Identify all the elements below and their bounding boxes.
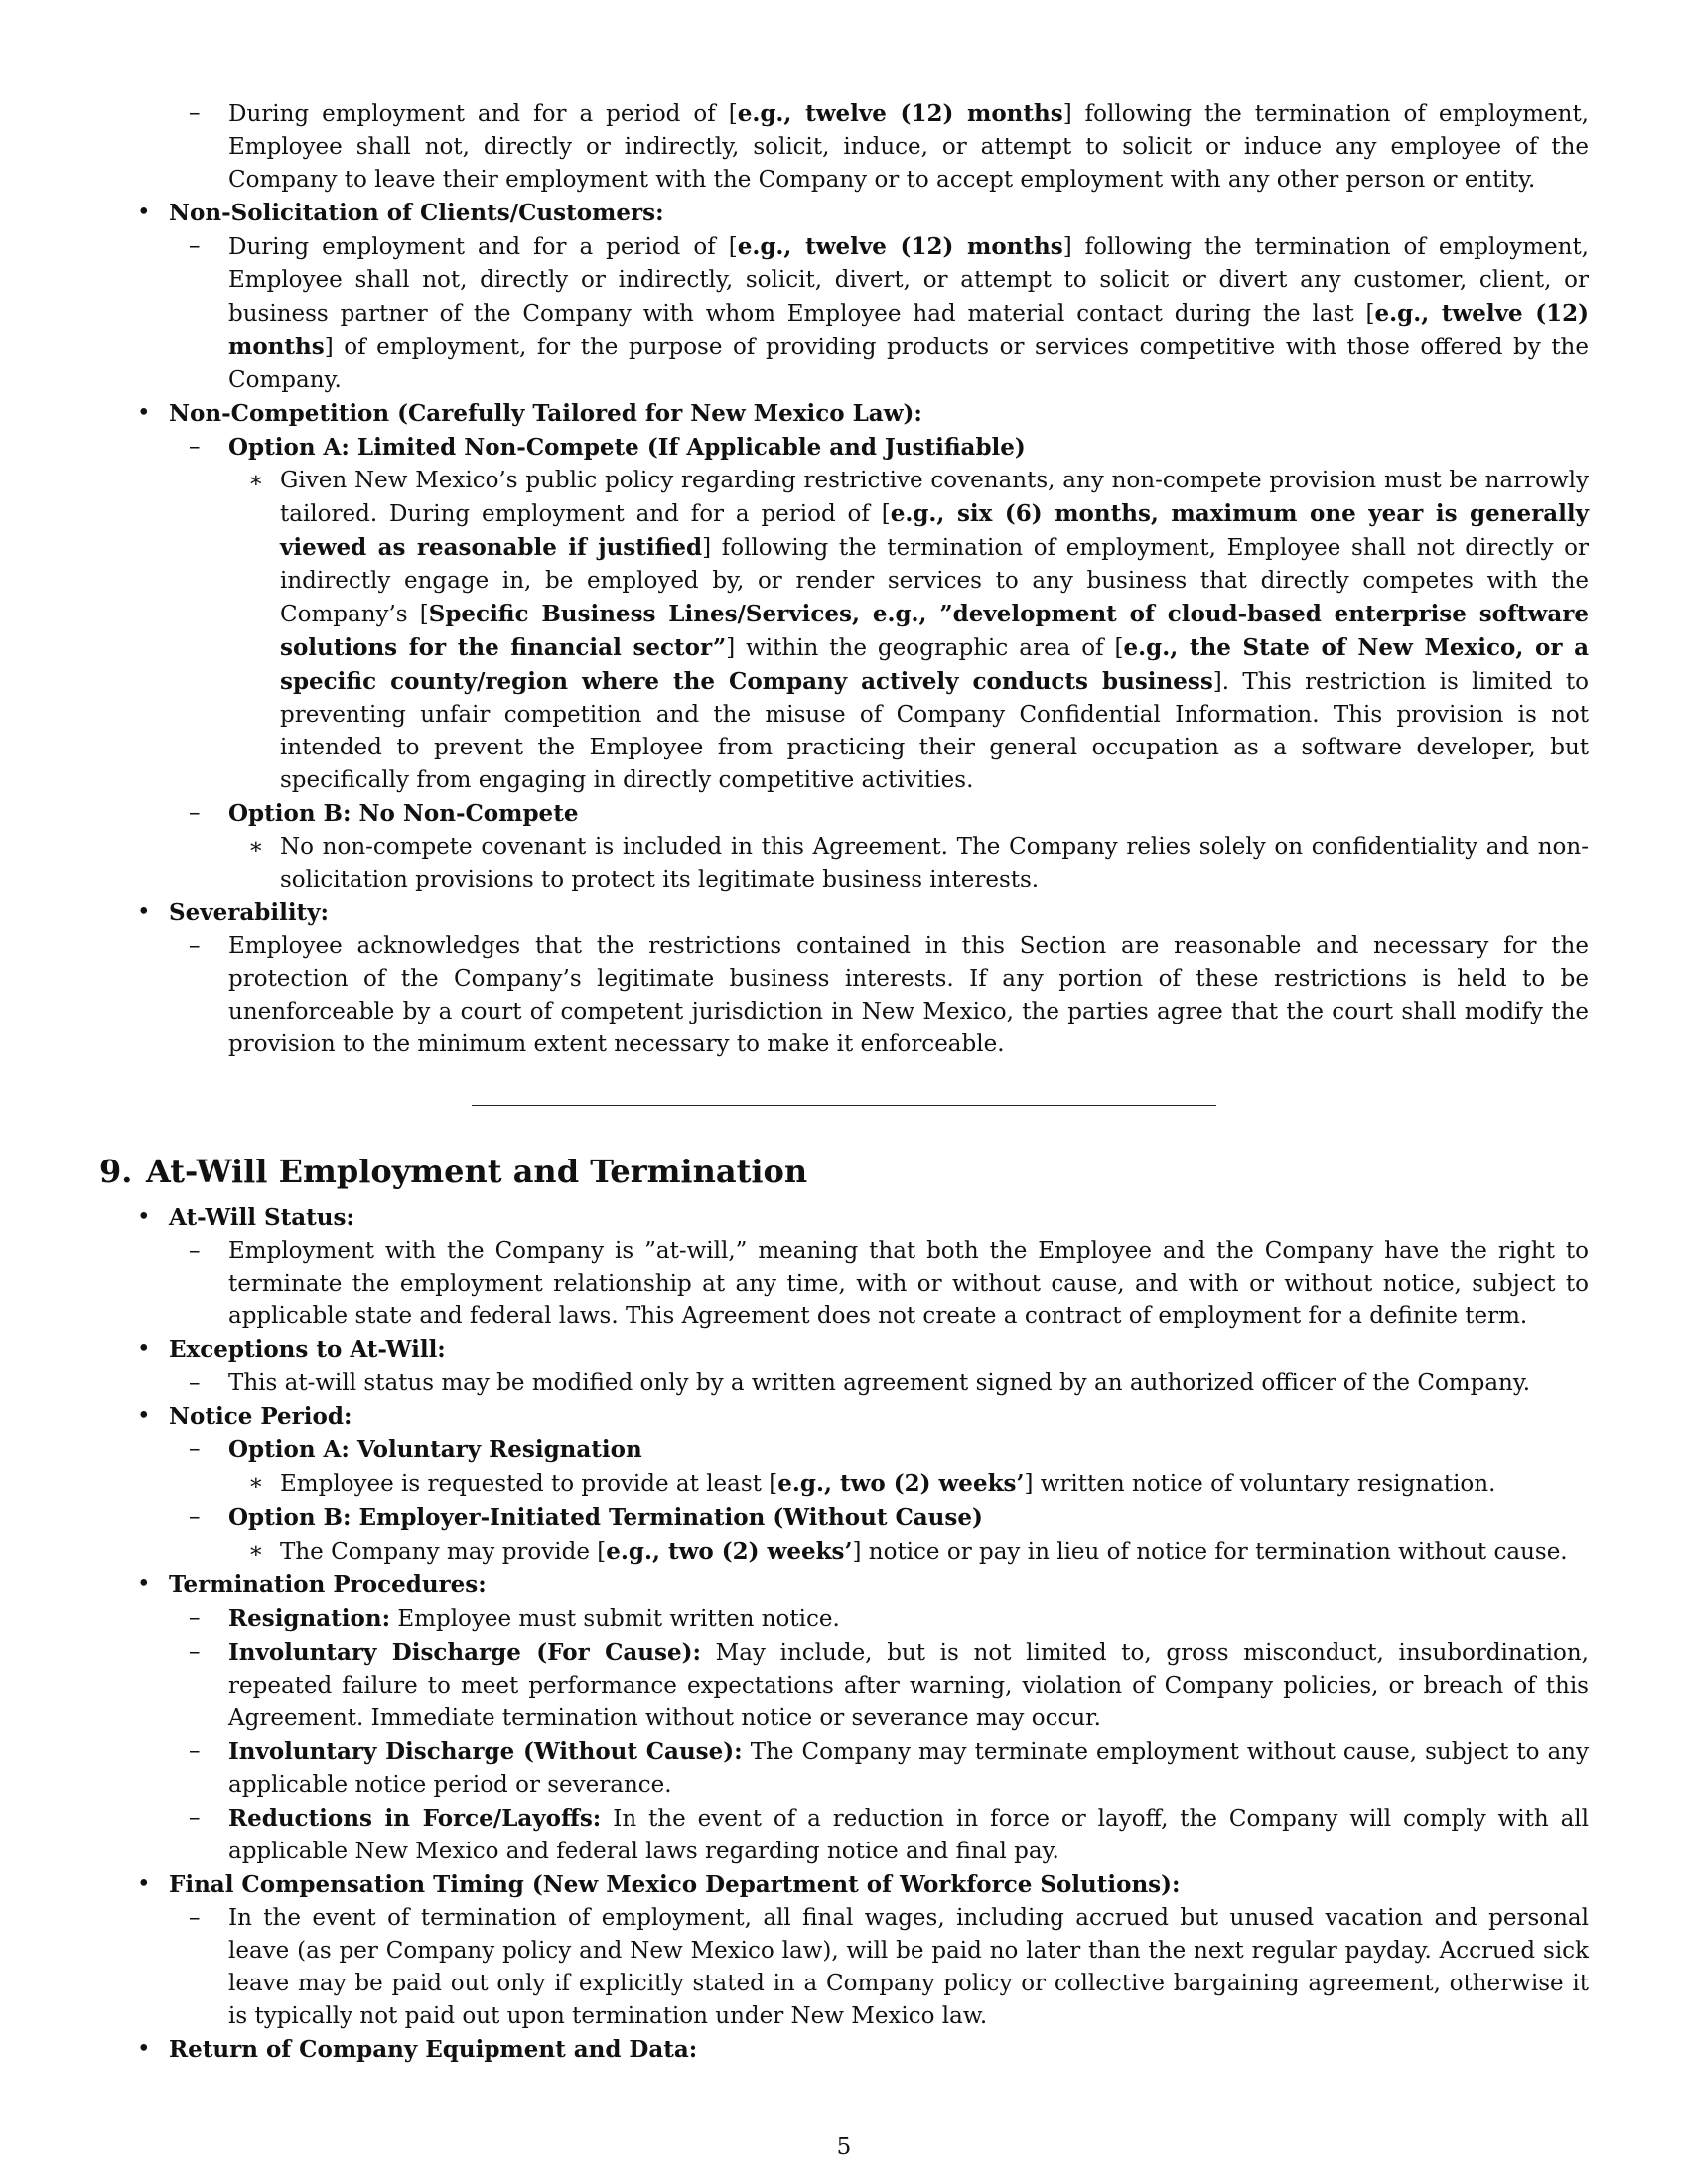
- list-item: ∗ The Company may provide [e.g., two (2) weeks’] notice or pay in lieu of notice for termination without cause.: [99, 1535, 1589, 1569]
- list-item: [99, 197, 1589, 230]
- star-marker: ∗: [248, 1470, 264, 1496]
- bullet-marker: •: [137, 400, 151, 426]
- list-item: – Reductions in Force/Layoffs: In the event of a reduction in force or layoff, the Company will comply with all applicable New Mexico and federal laws regarding notice and final pay.: [99, 1802, 1589, 1868]
- list-item: [99, 1868, 1589, 1902]
- bullet-marker: •: [137, 1336, 151, 1362]
- list-item: [99, 1569, 1589, 1602]
- horizontal-divider: [472, 1105, 1216, 1106]
- section-heading: [99, 1152, 1589, 1191]
- dash-marker: –: [189, 1805, 201, 1831]
- item-heading: Notice Period:: [169, 1403, 352, 1430]
- star-marker: ∗: [248, 834, 264, 860]
- bullet-marker: •: [137, 1403, 151, 1429]
- list-item: [99, 797, 1589, 831]
- list-item: – This at-will status may be modified only by a written agreement signed by an authorized officer of the Company.: [99, 1367, 1589, 1400]
- bullet-marker: •: [137, 1204, 151, 1230]
- list-item: – In the event of termination of employment, all final wages, including accrued but unused vacation and personal leave (as per Company policy and New Mexico law), will be paid no later than the next regular payday. Accrued sick leave may be paid out only if explicitly stated in a Company policy or collective bargaining agreement, otherwise it is typically not paid out upon termination under New Mexico law.: [99, 1902, 1589, 2033]
- section-title: At-Will Employment and Termination: [146, 1153, 808, 1190]
- item-heading: Option A: Voluntary Resignation: [228, 1436, 642, 1463]
- item-heading: At-Will Status:: [169, 1204, 354, 1231]
- list-item: [99, 1333, 1589, 1367]
- list-item: – During employment and for a period of [e.g., twelve (12) months] following the termination of employment, Employee shall not, directly or indirectly, solicit, divert, or attempt to solicit or divert any customer, client, or business partner of the Company with whom Employee had material contact during the last [e.g., twelve (12) months] of employment, for the purpose of providing products or services competitive with those offered by the Company.: [99, 230, 1589, 397]
- dash-marker: –: [189, 800, 201, 826]
- item-heading: Option A: Limited Non-Compete (If Applicable and Justifiable): [228, 434, 1026, 461]
- star-marker: ∗: [248, 1538, 264, 1564]
- dash-marker: –: [189, 1905, 201, 1931]
- dash-marker: –: [189, 1639, 201, 1665]
- bullet-marker: •: [137, 899, 151, 925]
- dash-marker: –: [189, 1738, 201, 1764]
- list-item: – Involuntary Discharge (For Cause): May include, but is not limited to, gross misconduct, insubordination, repeated failure to meet performance expectations after warning, violation of Company policies, or breach of this Agreement. Immediate termination without notice or severance may occur.: [99, 1636, 1589, 1735]
- list-item: [99, 896, 1589, 930]
- dash-marker: –: [189, 1370, 201, 1396]
- page-number: 5: [836, 2134, 852, 2160]
- bullet-marker: •: [137, 2036, 151, 2062]
- item-heading: Severability:: [169, 899, 330, 926]
- list-item: [99, 1433, 1589, 1467]
- list-item: ∗ Employee is requested to provide at least [e.g., two (2) weeks’] written notice of voluntary resignation.: [99, 1467, 1589, 1501]
- list-item: [99, 431, 1589, 465]
- list-item: ∗ No non-compete covenant is included in this Agreement. The Company relies solely on confidentiality and non-solicitation provisions to protect its legitimate business interests.: [99, 831, 1589, 896]
- list-item: – During employment and for a period of [e.g., twelve (12) months] following the termination of employment, Employee shall not, directly or indirectly, solicit, induce, or attempt to solicit or induce any employee of the Company to leave their employment with the Company or to accept employment with any other person or entity.: [99, 97, 1589, 197]
- list-item: – Employee acknowledges that the restrictions contained in this Section are reasonable and necessary for the protection of the Company’s legitimate business interests. If any portion of these restrictions is held to be unenforceable by a court of competent jurisdiction in New Mexico, the parties agree that the court shall modify the provision to the minimum extent necessary to make it enforceable.: [99, 930, 1589, 1061]
- dash-marker: –: [189, 1504, 201, 1530]
- dash-marker: –: [189, 1436, 201, 1462]
- bullet-marker: •: [137, 200, 151, 225]
- dash-marker: –: [189, 100, 201, 126]
- item-heading: Termination Procedures:: [169, 1571, 487, 1598]
- list-item: – Resignation: Employee must submit written notice.: [99, 1602, 1589, 1636]
- star-marker: ∗: [248, 468, 264, 493]
- item-heading: Non-Competition (Carefully Tailored for New Mexico Law):: [169, 400, 922, 427]
- list-item: [99, 1501, 1589, 1535]
- bullet-marker: •: [137, 1571, 151, 1597]
- dash-marker: –: [189, 1605, 201, 1631]
- item-heading: Option B: Employer-Initiated Termination (Without Cause): [228, 1504, 983, 1531]
- list-item: – Involuntary Discharge (Without Cause): The Company may terminate employment without cause, subject to any applicable notice period or severance.: [99, 1735, 1589, 1802]
- list-item: – Employment with the Company is ”at-will,” meaning that both the Employee and the Company have the right to terminate the employment relationship at any time, with or without cause, and with or without notice, subject to applicable state and federal laws. This Agreement does not create a contract of employment for a definite term.: [99, 1235, 1589, 1333]
- page-content: [99, 97, 1589, 2067]
- dash-marker: –: [189, 434, 201, 460]
- dash-marker: –: [189, 933, 201, 959]
- item-heading: Exceptions to At-Will:: [169, 1336, 446, 1363]
- item-heading: Final Compensation Timing (New Mexico Department of Workforce Solutions):: [169, 1871, 1181, 1898]
- bullet-marker: •: [137, 1871, 151, 1897]
- list-item: [99, 2033, 1589, 2067]
- list-item: [99, 397, 1589, 431]
- list-item: [99, 1400, 1589, 1433]
- dash-marker: –: [189, 1238, 201, 1264]
- item-heading: Option B: No Non-Compete: [228, 800, 579, 827]
- list-item: ∗ Given New Mexico’s public policy regarding restrictive covenants, any non-compete provision must be narrowly tailored. During employment and for a period of [e.g., six (6) months, maximum one year is generally viewed as reasonable if justified] following the termination of employment, Employee shall not directly or indirectly engage in, be employed by, or render services to any business that directly competes with the Company’s [Specific Business Lines/Services, e.g., ”development of cloud-based enterprise software solutions for the financial sector”] within the geographic area of [e.g., the State of New Mexico, or a specific county/region where the Company actively conducts business]. This restriction is limited to preventing unfair competition and the misuse of Company Confidential Information. This provision is not intended to prevent the Employee from practicing their general occupation as a software developer, but specifically from engaging in directly competitive activities.: [99, 465, 1589, 797]
- list-item: [99, 1201, 1589, 1235]
- dash-marker: –: [189, 233, 201, 259]
- item-heading: Non-Solicitation of Clients/Customers:: [169, 200, 664, 226]
- item-heading: Return of Company Equipment and Data:: [169, 2036, 698, 2063]
- section-number: 9.: [99, 1153, 133, 1190]
